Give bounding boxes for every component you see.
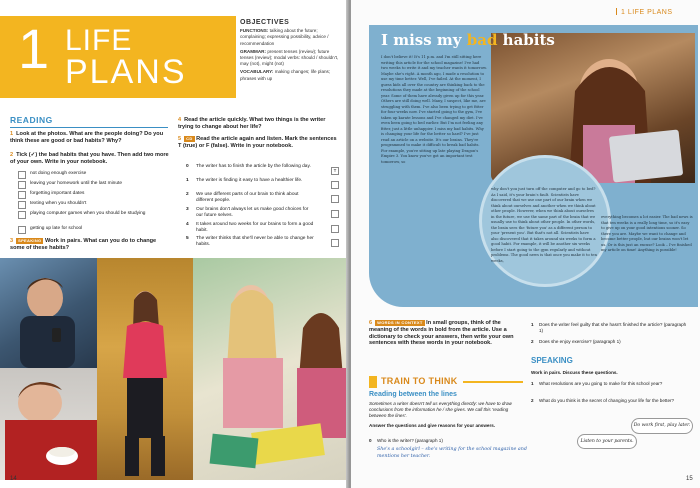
sq-num: 2 — [531, 398, 534, 403]
tf-item: It takes around two weeks for our brains to form a good habit. — [196, 222, 314, 233]
tf-num: 5 — [186, 236, 189, 241]
left-page — [0, 0, 349, 488]
rq-num: 2 — [531, 339, 534, 344]
tf-num: 4 — [186, 222, 189, 227]
tf-answer-box[interactable] — [331, 181, 339, 189]
rq-num: 1 — [531, 322, 534, 327]
tf-answer-box[interactable] — [331, 239, 339, 247]
speaking-intro: Work in pairs. Discuss these questions. — [531, 370, 618, 375]
tf-item: The writer thinks that she'll never be able to change her habits. — [196, 236, 314, 247]
unit-number: 1 — [18, 17, 50, 80]
boy-texting-illustration — [0, 258, 97, 368]
rbl-body: Sometimes a writer doesn't tell us everything directly: we have to draw conclusions from the information he / she gives. We call this 'reading between the lines'. — [369, 401, 512, 418]
reading-heading: READING — [10, 115, 53, 125]
rq-text: Does she enjoy exercise? (paragraph 1) — [539, 339, 621, 344]
photo-girl-running — [97, 258, 193, 480]
speaking-title: SPEAKING — [531, 356, 573, 365]
sq-num: 1 — [531, 381, 534, 386]
sq-text: What resolutions are you going to make for this school year? — [539, 381, 663, 386]
habit-checkbox[interactable] — [18, 201, 26, 209]
speech-bubble-2: Listen to your parents. — [577, 434, 637, 449]
habit-item: leaving your homework until the last minute — [30, 181, 122, 186]
speaking-tag: SPEAKING — [18, 238, 42, 243]
question-5: 5 CD Read the article again and listen. Mark the sentences T (true) or F (false). Write in your notebook. — [178, 136, 337, 149]
tf-answer-box[interactable]: T — [331, 167, 339, 175]
question-6: 6 WORDS IN CONTEXT In small groups, think of the meaning of the words in bold from the article. Use a dictionary to check your answers, then write your own sentences with these words in your notebook. — [369, 320, 514, 347]
photo-boy-texting — [0, 258, 97, 368]
vocab-label: VOCABULARY: — [240, 69, 274, 75]
boy-sleeping-illustration — [0, 368, 97, 480]
habit-item: playing computer games when you should be studying — [30, 211, 146, 216]
habit-item: getting up late for school — [30, 226, 83, 231]
functions-text: talking about the future; complaining; expressing possibility, advice / recommendation — [240, 28, 329, 46]
habit-checkbox[interactable] — [18, 191, 26, 199]
tf-answer-box[interactable] — [331, 195, 339, 203]
habit-checkbox[interactable] — [18, 181, 26, 189]
question-1: 1 Look at the photos. What are the people doing? Do you think these are good or bad habits? Why? — [10, 131, 164, 144]
tf-num: 2 — [186, 192, 189, 197]
page-number-right: 15 — [686, 476, 693, 482]
girl-running-illustration — [97, 258, 193, 480]
tf-item: The writer is finding it easy to have a healthier life. — [196, 178, 303, 183]
habit-item: not doing enough exercise — [30, 171, 87, 176]
article-column-2: why don't you just turn off the computer and go to bed? As I said, it's your brain's fault. Scientists have discovered that we use one part of our brain when we think about ourselves and another when we think about other people. However, when we think about ourselves in the future, we use the same part of the brain that we usually use to think about other people. In other words, the brain sees the 'future you' as a different person to your 'present you'. But that's not all. Scientists have also discovered that it takes around six weeks to form a good habit. For example, it will be another six weeks before I start going to the gym regularly and without problems. The good news is that once you make it to ten weeks, — [491, 187, 597, 263]
question-4: 4 Read the article quickly. What two things is the writer trying to change about her life? — [178, 117, 326, 130]
girls-studying-illustration — [193, 258, 349, 480]
rbl-question: Answer the questions and give reasons for your answers. — [369, 423, 496, 428]
unit-title-line1: LIFE — [65, 24, 133, 57]
article-column-3: everything becomes a lot easier. The bad news is that ten weeks is a really long time, so it's easy to give up on your good intentions sooner. So there you are. Maybe we want to change and become better people, but our brains won't let us. Or is this just an excuse? Look – I've finished my article on time! Anything is possible! — [601, 215, 693, 252]
tf-item: Our brains don't always let us make good choices for our future selves. — [196, 207, 309, 218]
tf-item: The writer has to finish the article by the following day. — [196, 164, 311, 169]
article-column-1: I don't believe it! It's 11 p.m. and I'm still sitting here writing this article for the school magazine! I've had two weeks to write it and my teacher wants it tomorrow. Maybe she's right. A month ago, I made a resolution to use my time better. Well, I've failed. At the moment, I guess kids all over the country are thinking back to the resolutions they made at the beginning of the school year. Some of them have already given up for this year. Others are still doing well. Many, I suspect, like me, are struggling with them. I've also been trying to get fitter for four weeks now. I've started going to the gym, I've taken up karate lessons and I've changed my diet. I've even been going to bed earlier. But I'm not feeling any fitter, just a little unhappier. I miss my bad habits. Why is changing your life for the better so hard? I've just read an article on a website. It's our brains. They're programmed to make it difficult to break bad habits. For example, you're sitting up late playing Dragon's Empire 3. You know you've got an important test tomorrow, so — [381, 55, 487, 164]
article-panel — [369, 25, 698, 307]
tf-num: 3 — [186, 207, 189, 212]
objectives-box — [240, 20, 344, 82]
habit-checkbox[interactable] — [18, 171, 26, 179]
unit-title-line2: PLANS — [65, 53, 187, 91]
grammar-text: present tenses (review); future tenses (review); modal verbs: should / shouldn't, may (not), might (not) — [240, 48, 339, 67]
tf-answer-box[interactable] — [331, 225, 339, 233]
words-in-context-tag: WORDS IN CONTEXT — [377, 320, 423, 325]
photo-girls-studying — [193, 258, 349, 480]
habit-checkbox[interactable] — [18, 226, 26, 234]
rbl-item-num: 0 — [369, 438, 372, 443]
habit-checkbox[interactable] — [18, 211, 26, 219]
functions-label: FUNCTIONS: — [240, 28, 269, 34]
tf-num: 1 — [186, 178, 189, 183]
photo-boy-sleeping — [0, 368, 97, 480]
habit-item: texting when you shouldn't — [30, 201, 87, 206]
reading-rule — [10, 127, 168, 128]
train-bar-left — [369, 376, 377, 388]
article-title: I miss my bad habits — [381, 31, 555, 49]
train-bar-right — [463, 381, 523, 383]
vocab-text: making changes; life plans; phrases with up — [240, 69, 331, 81]
unit-tab: 1 LIFE PLANS — [616, 8, 673, 16]
rbl-item-text: Who is the writer? (paragraph 1) — [377, 438, 443, 443]
reading-between-lines-title: Reading between the lines — [369, 391, 457, 398]
question-2: 2 Tick (✓) the bad habits that you have. Then add two more of your own. Write in your notebook. — [10, 152, 169, 165]
page-number-left: 14 — [10, 476, 17, 482]
tf-num: 0 — [186, 164, 189, 169]
objectives-heading: OBJECTIVES — [240, 19, 290, 26]
rq-text: Does the writer feel guilty that she hasn't finished the article? (paragraph 1) — [539, 322, 687, 333]
speech-bubble-1: Do work first, play later. — [631, 418, 693, 434]
rbl-example-answer: She's a schoolgirl – she's writing for the school magazine and mentions her teacher. — [377, 447, 527, 459]
tf-item: We use different parts of our brain to think about different people. — [196, 192, 299, 203]
tf-answer-box[interactable] — [331, 210, 339, 218]
habit-item: forgetting important dates — [30, 191, 85, 196]
grammar-label: GRAMMAR: — [240, 48, 267, 54]
question-3: 3 SPEAKING Work in pairs. What can you do to change some of these habits? — [10, 238, 157, 251]
train-to-think-title: TRAIN TO THINK — [381, 376, 458, 386]
right-page — [351, 0, 700, 488]
sq-text: What do you think is the secret of changing your life for the better? — [539, 398, 675, 403]
cd-tag: CD — [186, 136, 193, 141]
